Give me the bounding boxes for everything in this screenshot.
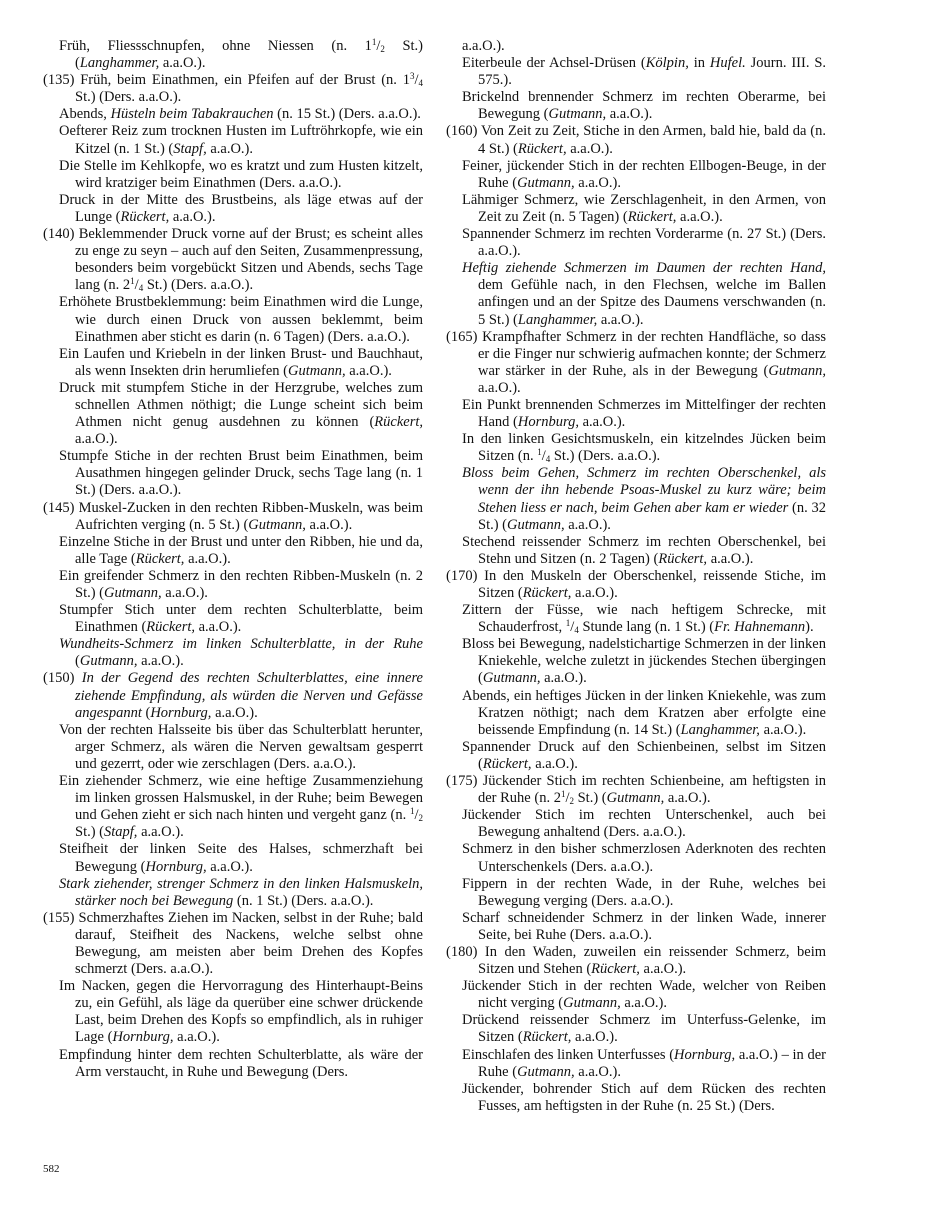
- numbered-symptom-entry: (140) Beklemmender Druck vorne auf der Brust; es scheint alles zu enge zu seyn – auch auf den Seiten, Zusammenpressung, besonders beim vorgebückt Sitzen und Abends, sechs Tage lang (n. $2^1/_4$ St.) (Ders. a.a.O.).: [43, 226, 423, 294]
- symptom-entry: Erhöhete Brustbeklemmung: beim Einathmen wird die Lunge, wie durch einen Druck von aussen beklemmt, beim Einathmen aber sticht es darin (n. 6 Tagen) (Ders. a.a.O.).: [59, 294, 423, 345]
- symptom-entry: Ein Laufen und Kriebeln in der linken Brust- und Bauchhaut, als wenn Insekten drin herumliefen (Gutmann, a.a.O.).: [59, 345, 423, 379]
- numbered-symptom-entry: (155) Schmerzhaftes Ziehen im Nacken, selbst in der Ruhe; bald darauf, Steifheit des Nackens, welche selbst ohne Bewegung, am meisten aber beim Drehen des Kopfes schmerzt (Ders. a.a.O.).: [43, 909, 423, 978]
- symptom-entry: Druck mit stumpfem Stiche in der Herzgrube, welches zum schnellen Athmen nöthigt; die Lunge scheint sich beim Athmen nicht genug ausdehnen zu können (Rückert, a.a.O.).: [59, 379, 423, 448]
- symptom-entry: In den linken Gesichtsmuskeln, ein kitzelndes Jücken beim Sitzen (n. $^1/_4$ St.) (Ders. a.a.O.).: [462, 431, 826, 465]
- symptom-entry: Lähmiger Schmerz, wie Zerschlagenheit, in den Armen, von Zeit zu Zeit (n. 5 Tagen) (Rückert, a.a.O.).: [462, 191, 826, 225]
- symptom-entry: Oefterer Reiz zum trocknen Husten im Luftröhrkopfe, wie ein Kitzel (n. 1 St.) (Stapf, a.a.O.).: [59, 123, 423, 157]
- symptom-entry: Spannender Schmerz im rechten Vorderarme (n. 27 St.) (Ders. a.a.O.).: [462, 226, 826, 260]
- numbered-symptom-entry: (135) Früh, beim Einathmen, ein Pfeifen auf der Brust (n. $1^3/_4$ St.) (Ders. a.a.O.).: [43, 71, 423, 106]
- symptom-entry: Zittern der Füsse, wie nach heftigem Schrecke, mit Schauderfrost, $^1/_4$ Stunde lang (n. 1 St.) (Fr. Hahnemann).: [462, 602, 826, 636]
- numbered-symptom-entry: (170) In den Muskeln der Oberschenkel, reissende Stiche, im Sitzen (Rückert, a.a.O.).: [446, 567, 826, 601]
- numbered-symptom-entry: (165) Krampfhafter Schmerz in der rechten Handfläche, so dass er die Finger nur schwierig aufmachen konnte; der Schmerz war stärker in der Ruhe, als in der Bewegung (Gutmann, a.a.O.).: [446, 328, 826, 396]
- symptom-entry: Stechend reissender Schmerz im rechten Oberschenkel, bei Stehn und Sitzen (n. 2 Tagen) (Rückert, a.a.O.).: [462, 533, 826, 567]
- numbered-symptom-entry: (160) Von Zeit zu Zeit, Stiche in den Armen, bald hie, bald da (n. 4 St.) (Rückert, a.a.O.).: [446, 123, 826, 157]
- page-number: 582: [43, 1163, 60, 1175]
- symptom-entry: Stumpfe Stiche in der rechten Brust beim Einathmen, beim Ausathmen hingegen gelinder Druck, sechs Tage lang (n. 1 St.) (Ders. a.a.O.).: [59, 448, 423, 499]
- symptom-entry: Ein Punkt brennenden Schmerzes im Mittelfinger der rechten Hand (Hornburg, a.a.O.).: [462, 396, 826, 431]
- symptom-entry: Einzelne Stiche in der Brust und unter den Ribben, hie und da, alle Tage (Rückert, a.a.O.).: [59, 533, 423, 567]
- symptom-entry: Empfindung hinter dem rechten Schulterblatte, als wäre der Arm verstaucht, in Ruhe und Bewegung (Ders.: [59, 1046, 423, 1080]
- numbered-symptom-entry: (150) In der Gegend des rechten Schulterblattes, eine innere ziehende Empfindung, als würden die Nerven und Gefässe angespannt (Hornburg, a.a.O.).: [43, 670, 423, 721]
- symptom-entry: Fippern in der rechten Wade, in der Ruhe, welches bei Bewegung verging (Ders. a.a.O.).: [462, 875, 826, 909]
- continued-entry: Früh, Fliessschnupfen, ohne Niessen (n. $1^1/_2$ St.) (Langhammer, a.a.O.).: [59, 37, 423, 72]
- symptom-entry: Ein greifender Schmerz in den rechten Ribben-Muskeln (n. 2 St.) (Gutmann, a.a.O.).: [59, 567, 423, 601]
- symptom-entry: Druck in der Mitte des Brustbeins, als läge etwas auf der Lunge (Rückert, a.a.O.).: [59, 191, 423, 225]
- numbered-symptom-entry: (175) Jückender Stich im rechten Schienbeine, am heftigsten in der Ruhe (n. $2^1/_2$ St.) (Gutmann, a.a.O.).: [446, 773, 826, 807]
- symptom-entry: Heftig ziehende Schmerzen im Daumen der rechten Hand, dem Gefühle nach, in den Flechsen, welche im Ballen anfingen und an der Spitze des Daumens verschwanden (n. 5 St.) (Langhammer, a.a.O.).: [462, 260, 826, 328]
- symptom-entry: Schmerz in den bisher schmerzlosen Aderknoten des rechten Unterschenkels (Ders. a.a.O.).: [462, 841, 826, 875]
- symptom-entry: Einschlafen des linken Unterfusses (Hornburg, a.a.O.) – in der Ruhe (Gutmann, a.a.O.).: [462, 1046, 826, 1080]
- symptom-entry: Wundheits-Schmerz im linken Schulterblatte, in der Ruhe (Gutmann, a.a.O.).: [59, 636, 423, 670]
- numbered-symptom-entry: (145) Muskel-Zucken in den rechten Ribben-Muskeln, was beim Aufrichten verging (n. 5 St.) (Gutmann, a.a.O.).: [43, 499, 423, 533]
- symptom-entry: Steifheit der linken Seite des Halses, schmerzhaft bei Bewegung (Hornburg, a.a.O.).: [59, 841, 423, 875]
- symptom-entry: Spannender Druck auf den Schienbeinen, selbst im Sitzen (Rückert, a.a.O.).: [462, 738, 826, 772]
- symptom-entry: Die Stelle im Kehlkopfe, wo es kratzt und zum Husten kitzelt, wird kratziger beim Einathmen (Ders. a.a.O.).: [59, 157, 423, 191]
- symptom-entry: Ein ziehender Schmerz, wie eine heftige Zusammenziehung im linken grossen Halsmuskel, in der Ruhe; beim Bewegen und Gehen zieht er sich nach hinten und vergeht ganz (n. $^1/_2$ St.) (Stapf, a.a.O.).: [59, 773, 423, 841]
- symptom-entry: Bloss beim Gehen, Schmerz im rechten Oberschenkel, als wenn der ihn hebende Psoas-Muskel zu kurz wäre; beim Stehen liess er nach, beim Gehen aber kam er wieder (n. 32 St.) (Gutmann, a.a.O.).: [462, 465, 826, 533]
- symptom-entry: Jückender Stich im rechten Unterschenkel, auch bei Bewegung anhaltend (Ders. a.a.O.).: [462, 807, 826, 841]
- symptom-entry: Jückender Stich in der rechten Wade, welcher von Reiben nicht verging (Gutmann, a.a.O.).: [462, 978, 826, 1012]
- symptom-entry: Feiner, jückender Stich in der rechten Ellbogen-Beuge, in der Ruhe (Gutmann, a.a.O.).: [462, 157, 826, 191]
- symptom-entry: Brickelnd brennender Schmerz im rechten Oberarme, bei Bewegung (Gutmann, a.a.O.).: [462, 89, 826, 123]
- symptom-entry: Drückend reissender Schmerz im Unterfuss-Gelenke, im Sitzen (Rückert, a.a.O.).: [462, 1012, 826, 1046]
- symptom-entry: Von der rechten Halsseite bis über das Schulterblatt herunter, arger Schmerz, als wären die Nerven gewaltsam gesperrt und gezerrt, oder wie zerschlagen (Ders. a.a.O.).: [59, 721, 423, 772]
- symptom-entry: Im Nacken, gegen die Hervorragung des Hinterhaupt-Beins zu, ein Gefühl, als läge da querüber eine schwer drückende Last, beim Drehen des Kopfs so empfindlich, als in ruhiger Lage (Hornburg, a.a.O.).: [59, 978, 423, 1046]
- right-column: [446, 38, 826, 1115]
- symptom-entry: Scharf schneidender Schmerz in der linken Wade, innerer Seite, bei Ruhe (Ders. a.a.O.).: [462, 909, 826, 943]
- symptom-entry: Stumpfer Stich unter dem rechten Schulterblatte, beim Einathmen (Rückert, a.a.O.).: [59, 602, 423, 636]
- left-column: [43, 38, 423, 1081]
- symptom-entry: Stark ziehender, strenger Schmerz in den linken Halsmuskeln, stärker noch bei Bewegung (n. 1 St.) (Ders. a.a.O.).: [59, 875, 423, 909]
- symptom-entry: Bloss bei Bewegung, nadelstichartige Schmerzen in der linken Kniekehle, welche zuletzt in jückendes Stechen übergingen (Gutmann, a.a.O.).: [462, 636, 826, 687]
- continued-entry: a.a.O.).: [462, 38, 505, 54]
- symptom-entry: Abends, Hüsteln beim Tabakrauchen (n. 15 St.) (Ders. a.a.O.).: [59, 106, 421, 123]
- symptom-entry: Jückender, bohrender Stich auf dem Rücken des rechten Fusses, am heftigsten in der Ruhe (n. 25 St.) (Ders.: [462, 1080, 826, 1114]
- numbered-symptom-entry: (180) In den Waden, zuweilen ein reissender Schmerz, beim Sitzen und Stehen (Rückert, a.a.O.).: [446, 943, 826, 978]
- symptom-entry: Eiterbeule der Achsel-Drüsen (Kölpin, in Hufel. Journ. III. S. 575.).: [462, 55, 827, 89]
- symptom-entry: Abends, ein heftiges Jücken in der linken Kniekehle, was zum Kratzen nöthigt; nach dem Kratzen aber erfolgte eine beissende Empfindung (n. 14 St.) (Langhammer, a.a.O.).: [462, 687, 826, 738]
